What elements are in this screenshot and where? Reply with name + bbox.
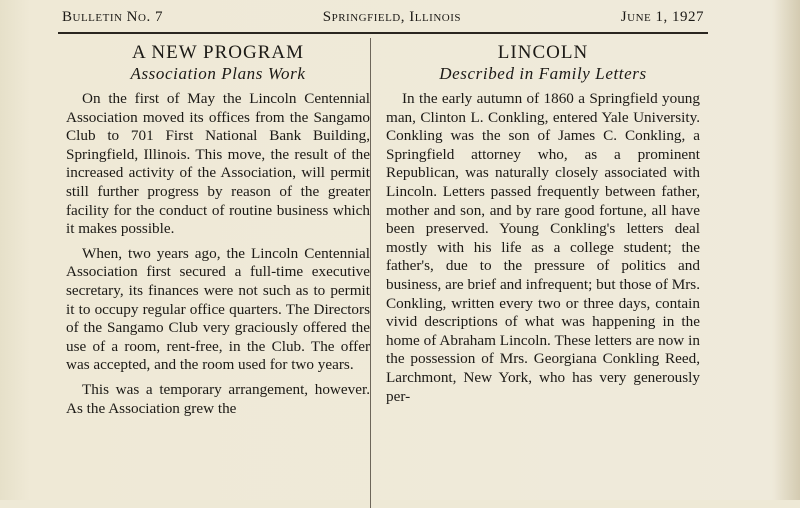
left-article-title: A NEW PROGRAM [131,42,305,63]
left-paragraph-2: When, two years ago, the Lincoln Centennial Association first secured a full-time executive secretary, its finances were not such as to permit it to occupy regular office quarters. The Directors of the Sangamo Club very graciously offered the use of a room, rent-free, in the Club. The offer was accepted, and the room used for two years. [66,244,370,374]
column-divider [370,38,371,508]
page-edge-shadow [774,0,800,500]
bulletin-date: June 1, 1927 [620,8,704,25]
right-paragraph-1: In the early autumn of 1860 a Springfield young man, Clinton L. Conkling, entered Yale University. Conkling was the son of James C. Conkling, a Springfield attorney who, as a prominent Republican, was naturally closely associated with Lincoln. Letters passed frequently between father, mother and son, and by rare good fortune, all have been preserved. Young Conkling's letters deal mostly with his life as a college student; the father's, due to the pressure of politics and business, are brief and infrequent; but those of Mrs. Conkling, written every two or three days, contain vivid descriptions of what was happening in the home of Abraham Lincoln. These letters are now in the possession of Mrs. Georgiana Conkling Reed, Larchmont, New York, who has very generously per- [386,90,700,405]
right-article-title: LINCOLN [497,42,589,63]
right-article [386,42,700,412]
masthead [62,4,704,30]
left-article-subtitle: Association Plans Work [130,64,306,83]
left-paragraph-1: On the first of May the Lincoln Centennial Association moved its offices from the Sangamo Club to 701 First National Bank Building, Springfield, Illinois. This move, the result of the increased activity of the Association, will permit still further progress by reason of the greater facility for the conduct of routine business which it makes possible. [66,90,370,238]
right-article-subtitle: Described in Family Letters [439,64,647,83]
masthead-rule [58,32,708,34]
bulletin-place: Springfield, Illinois [322,8,462,25]
left-paragraph-3: This was a temporary arrangement, however. As the Association grew the [66,380,370,417]
left-article [66,42,370,424]
bulletin-number: Bulletin No. 7 [62,8,163,25]
